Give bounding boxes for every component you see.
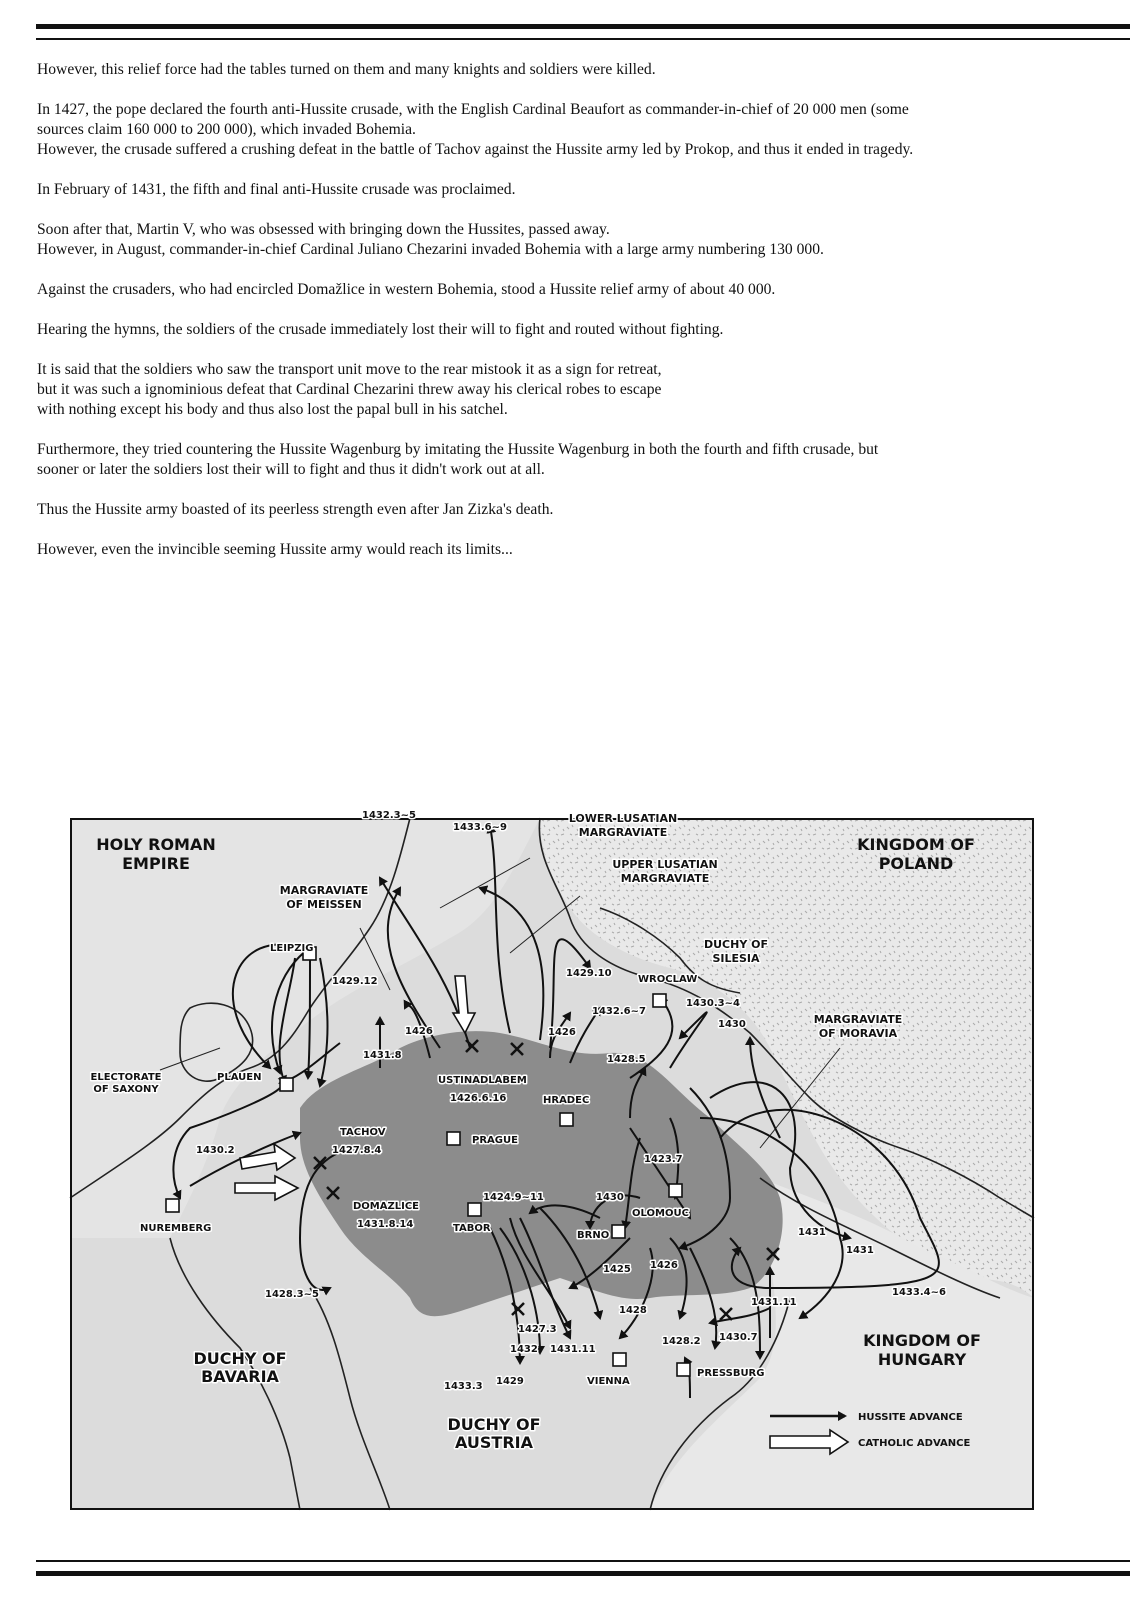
poland-label: KINGDOM OF POLAND <box>857 835 975 873</box>
paragraph-line: Hearing the hymns, the soldiers of the crusade immediately lost their will to fight and routed without fighting. <box>37 321 724 338</box>
date-label: 1431.11 <box>751 1297 797 1308</box>
nuremberg-marker <box>166 1199 179 1212</box>
date-label: 1429.12 <box>332 976 378 987</box>
paragraph-line: However, this relief force had the tables turned on them and many knights and soldiers were killed. <box>37 61 656 78</box>
paragraph <box>37 100 1117 160</box>
hradec-label: HRADEC <box>543 1095 590 1106</box>
upper-lusatia-label: UPPER LUSATIAN MARGRAVIATE <box>612 858 718 885</box>
date-label: 1432.3~5 <box>362 810 416 821</box>
date-label: 1431 <box>846 1245 874 1256</box>
tabor-label: TABOR <box>453 1223 491 1234</box>
date-label: 1429 <box>496 1376 524 1387</box>
ustinadlabem-date: 1426.6.16 <box>450 1093 507 1104</box>
silesia-label: DUCHY OF SILESIA <box>703 938 769 965</box>
brno-marker <box>612 1225 625 1238</box>
paragraph-line: It is said that the soldiers who saw the transport unit move to the rear mistook it as a sign for retreat, <box>37 361 662 378</box>
hradec-marker <box>560 1113 573 1126</box>
date-label: 1431.11 <box>550 1344 596 1355</box>
paragraph-line: Soon after that, Martin V, who was obsessed with bringing down the Hussites, passed away. <box>37 221 610 238</box>
prague-marker <box>447 1132 460 1145</box>
date-label: 1433.3 <box>444 1381 483 1392</box>
vienna-label: VIENNA <box>587 1376 630 1387</box>
meissen-label: MARGRAVIATE OF MEISSEN <box>279 884 369 911</box>
date-label: 1429.10 <box>566 968 612 979</box>
nuremberg-label: NUREMBERG <box>140 1223 212 1234</box>
bottom-rule-thin <box>36 1560 1130 1562</box>
plauen-label: PLAUEN <box>217 1072 262 1083</box>
paragraph <box>37 320 1117 340</box>
date-label: 1433.6~9 <box>453 822 507 833</box>
moravia-label: MARGRAVIATE OF MORAVIA <box>813 1013 903 1040</box>
top-rule-thick <box>36 24 1130 29</box>
prague-label: PRAGUE <box>472 1135 518 1146</box>
bottom-rule-thick <box>36 1571 1130 1576</box>
plauen-marker <box>280 1078 293 1091</box>
date-label: 1430.2 <box>196 1145 235 1156</box>
date-label: 1426 <box>405 1026 433 1037</box>
paragraph-line: However, in August, commander-in-chief Cardinal Juliano Chezarini invaded Bohemia with a large army numbering 130 000. <box>37 241 824 258</box>
date-label: 1432 <box>510 1344 538 1355</box>
hussite-legend-label: HUSSITE ADVANCE <box>858 1412 963 1423</box>
body-text <box>37 60 1117 580</box>
paragraph-line: Thus the Hussite army boasted of its peerless strength even after Jan Zizka's death. <box>37 501 554 518</box>
paragraph-line: Against the crusaders, who had encircled Domažlice in western Bohemia, stood a Hussite relief army of about 40 000. <box>37 281 776 298</box>
wroclaw-marker <box>653 994 666 1007</box>
date-label: 1427.3 <box>518 1324 557 1335</box>
pressburg-marker <box>677 1363 690 1376</box>
olomouc-label: OLOMOUC <box>632 1208 689 1219</box>
brno-label: BRNO <box>577 1230 610 1241</box>
wroclaw-label: WROCLAW <box>638 974 698 985</box>
paragraph <box>37 540 1117 560</box>
tabor-marker <box>468 1203 481 1216</box>
hussite-wars-map <box>70 810 1034 1510</box>
paragraph-line: sooner or later the soldiers lost their will to fight and thus it didn't work out at all. <box>37 461 545 478</box>
date-label: 1430 <box>596 1192 624 1203</box>
date-label: 1431 <box>798 1227 826 1238</box>
vienna-marker <box>613 1353 626 1366</box>
paragraph-line: Furthermore, they tried countering the Hussite Wagenburg by imitating the Hussite Wagenburg in both the fourth and fifth crusade, but <box>37 441 879 458</box>
date-label: 1428 <box>619 1305 647 1316</box>
date-label: 1428.5 <box>607 1054 646 1065</box>
paragraph <box>37 180 1117 200</box>
date-label: 1430.3~4 <box>686 998 740 1009</box>
paragraph <box>37 440 1117 480</box>
paragraph-line: However, even the invincible seeming Hussite army would reach its limits... <box>37 541 513 558</box>
paragraph-line: However, the crusade suffered a crushing defeat in the battle of Tachov against the Hussite army led by Prokop, and thus it ended in tragedy. <box>37 141 914 158</box>
olomouc-marker <box>669 1184 682 1197</box>
tachov-date: 1427.8.4 <box>332 1145 382 1156</box>
hungary-label: KINGDOM OF HUNGARY <box>863 1331 981 1369</box>
catholic-legend-label: CATHOLIC ADVANCE <box>858 1438 971 1449</box>
tachov-label: TACHOV <box>340 1127 386 1138</box>
domazlice-label: DOMAZLICE <box>353 1201 420 1212</box>
paragraph <box>37 360 1117 420</box>
date-label: 1423.7 <box>644 1154 683 1165</box>
paragraph-line: with nothing except his body and thus also lost the papal bull in his satchel. <box>37 401 508 418</box>
date-label: 1426 <box>548 1027 576 1038</box>
date-label: 1430 <box>718 1019 746 1030</box>
saxony-label: ELECTORATE OF SAXONY <box>90 1072 162 1095</box>
paragraph <box>37 60 1117 80</box>
paragraph-line: In February of 1431, the fifth and final anti-Hussite crusade was proclaimed. <box>37 181 516 198</box>
leipzig-label: LEIPZIG <box>270 943 314 954</box>
lower-lusatia-label: LOWER LUSATIAN MARGRAVIATE <box>568 812 678 839</box>
domazlice-date: 1431.8.14 <box>357 1219 414 1230</box>
date-label: 1431.8 <box>363 1050 402 1061</box>
date-label: 1426 <box>650 1260 678 1271</box>
paragraph <box>37 500 1117 520</box>
pressburg-label: PRESSBURG <box>697 1368 765 1379</box>
paragraph <box>37 220 1117 260</box>
top-rule-thin <box>36 38 1130 40</box>
paragraph-line: but it was such a ignominious defeat that Cardinal Chezarini threw away his clerical robes to escape <box>37 381 662 398</box>
paragraph-line: In 1427, the pope declared the fourth anti-Hussite crusade, with the English Cardinal Beaufort as commander-in-chief of 20 000 men (some <box>37 101 909 118</box>
date-label: 1428.3~5 <box>265 1289 319 1300</box>
paragraph <box>37 280 1117 300</box>
bavaria-label: DUCHY OF BAVARIA <box>193 1349 287 1386</box>
date-label: 1430.7 <box>719 1332 758 1343</box>
paragraph-line: sources claim 160 000 to 200 000), which invaded Bohemia. <box>37 121 416 138</box>
date-label: 1432.6~7 <box>592 1006 646 1017</box>
date-label: 1433.4~6 <box>892 1287 946 1298</box>
hre-label: HOLY ROMAN EMPIRE <box>96 835 216 873</box>
date-label: 1428.2 <box>662 1336 701 1347</box>
date-label: 1425 <box>603 1264 631 1275</box>
ustinadlabem-label: USTINADLABEM <box>438 1075 527 1086</box>
austria-label: DUCHY OF AUSTRIA <box>447 1415 541 1452</box>
date-label: 1424.9~11 <box>483 1192 544 1203</box>
